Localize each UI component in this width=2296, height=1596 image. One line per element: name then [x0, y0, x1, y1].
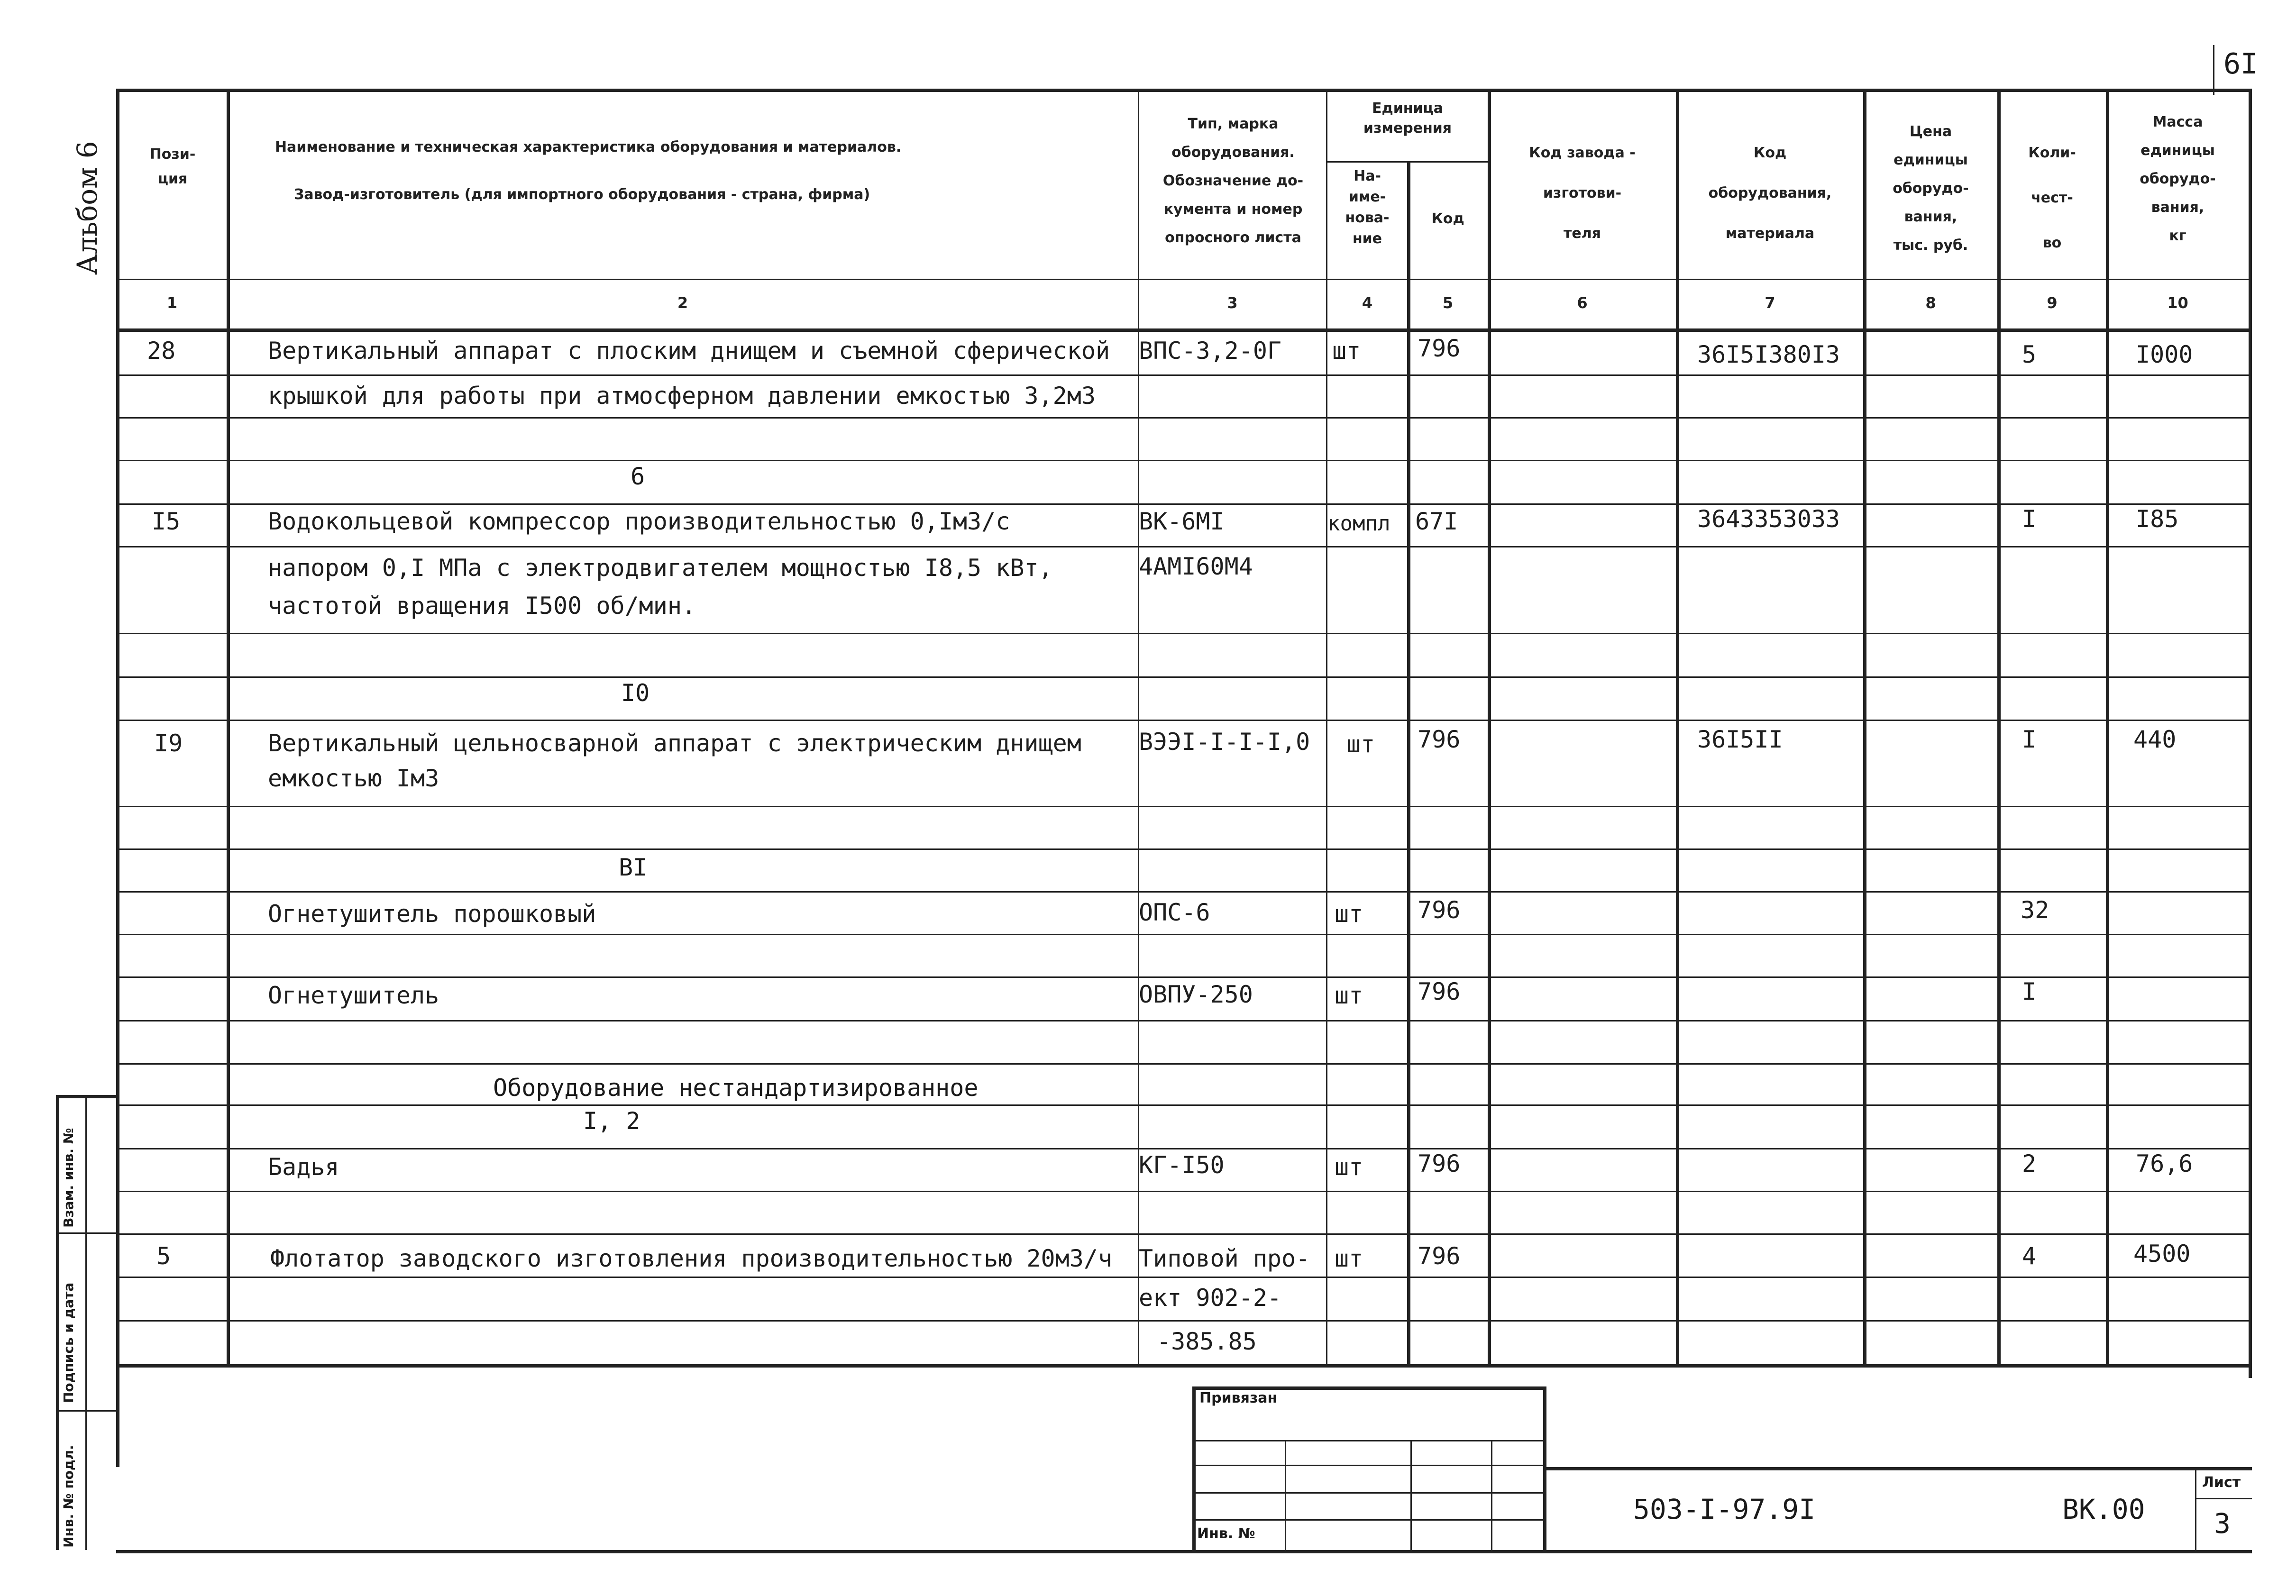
row-mass: 440	[2133, 726, 2177, 753]
tb-inventory-label: Инв. №	[1197, 1525, 1255, 1542]
header-factory-code: Код завода - изготови- теля	[1529, 145, 1636, 242]
side-stamp-replacement: Взам. инв. №	[61, 1128, 76, 1228]
unit-group-divider	[1326, 161, 1488, 163]
row-unit: шт	[1335, 1153, 1363, 1181]
tb-sheet-sep-h	[2195, 1498, 2252, 1499]
row-line	[116, 1320, 2252, 1322]
section-heading: 6	[631, 463, 645, 490]
tb-col	[1491, 1440, 1492, 1550]
col-sep-5	[1488, 89, 1491, 1364]
tb-col	[1285, 1440, 1286, 1550]
tb-row	[1192, 1492, 1546, 1494]
row-type: ОВПУ-250	[1139, 981, 1253, 1008]
colnum-9: 9	[2047, 294, 2058, 312]
row-line	[116, 374, 2252, 376]
colnum-4: 4	[1362, 294, 1373, 312]
row-quantity: 5	[2022, 341, 2037, 368]
table-bottom	[116, 1364, 2252, 1368]
row-line	[116, 1020, 2252, 1021]
col-sep-4	[1407, 161, 1410, 1364]
row-unit: шт	[1346, 730, 1375, 758]
row-name: частотой вращения I500 об/мин.	[268, 592, 696, 620]
header-equipment-code: Код оборудования, материала	[1708, 145, 1832, 242]
colnum-5: 5	[1442, 294, 1454, 312]
side-stamp-left	[56, 1095, 59, 1550]
side-stamp-top	[56, 1095, 118, 1098]
row-name: Вертикальный аппарат с плоским днищем и съемной сферической	[268, 337, 1110, 365]
row-position: 28	[147, 337, 176, 365]
side-stamp-inventory: Инв. № подл.	[61, 1445, 76, 1548]
row-quantity: I	[2022, 978, 2037, 1005]
colnum-6: 6	[1577, 294, 1588, 312]
row-mass: 76,6	[2136, 1150, 2193, 1177]
col-sep-7	[1863, 89, 1866, 1364]
row-quantity: 32	[2021, 896, 2049, 924]
header-unit-group: Единица измерения	[1363, 100, 1452, 137]
header-bottom	[116, 279, 2252, 280]
tb-doc-top	[1543, 1467, 2252, 1470]
side-stamp-sep	[56, 1410, 118, 1412]
row-quantity: 4	[2022, 1242, 2037, 1270]
row-type: КГ-I50	[1139, 1151, 1225, 1179]
row-name: емкостью Iм3	[268, 765, 439, 792]
section-heading: I0	[621, 679, 650, 707]
row-name: напором 0,I МПа с электродвигателем мощностью I8,5 кВт,	[268, 554, 1053, 582]
row-unit-code: 796	[1418, 1150, 1461, 1177]
tb-top	[1192, 1386, 1546, 1390]
row-line	[116, 676, 2252, 678]
row-position: I5	[152, 508, 181, 535]
row-line	[116, 1104, 2252, 1106]
tb-attached-label: Привязан	[1199, 1390, 1278, 1406]
row-unit-code: 796	[1418, 726, 1461, 753]
frame-right	[2249, 89, 2252, 1378]
row-name: Водокольцевой компрессор производительностью 0,Iм3/с	[268, 508, 1010, 535]
row-type: ВК-6МI	[1139, 508, 1225, 535]
tb-sheet-label: Лист	[2202, 1474, 2241, 1491]
row-equipment-code: 3643353033	[1697, 505, 1840, 533]
colnum-2: 2	[677, 294, 688, 312]
row-mass: I85	[2136, 505, 2179, 533]
row-name: Вертикальный цельносварной аппарат с электрическим днищем	[268, 730, 1081, 757]
header-type: Тип, марка оборудования. Обозначение до- кумента и номер опросного листа	[1162, 116, 1304, 246]
row-line	[116, 848, 2252, 850]
row-position: I9	[154, 730, 183, 757]
section-heading: I, 2	[583, 1107, 640, 1135]
row-quantity: I	[2022, 726, 2037, 753]
row-line	[116, 891, 2252, 893]
row-name: Флотатор заводского изготовления производительностью 20м3/ч	[270, 1245, 1113, 1272]
header-name-line1: Наименование и техническая характеристика оборудования и материалов.	[275, 139, 902, 155]
header-mass: Масса единицы оборудо- вания, кг	[2140, 114, 2216, 244]
tb-row	[1192, 1440, 1546, 1441]
col-sep-6	[1676, 89, 1679, 1364]
section-heading: Оборудование нестандартизированное	[493, 1074, 979, 1102]
colnum-8: 8	[1925, 294, 1936, 312]
col-sep-8	[1997, 89, 2001, 1364]
tb-document-code: 503-I-97.9I	[1633, 1493, 1816, 1525]
tb-left	[1192, 1386, 1196, 1550]
row-unit: шт	[1332, 337, 1361, 365]
row-line	[116, 934, 2252, 935]
header-name-line2: Завод-изготовитель (для импортного оборудования - страна, фирма)	[294, 186, 870, 203]
row-line	[116, 1148, 2252, 1149]
row-quantity: 2	[2022, 1150, 2037, 1177]
row-type: ВЭЭI-I-I-I,0	[1139, 728, 1310, 756]
tb-mark: ВК.00	[2062, 1493, 2145, 1525]
row-unit: компл	[1327, 511, 1390, 536]
row-name: крышкой для работы при атмосферном давлении емкостью 3,2м3	[268, 382, 1096, 410]
row-mass: 4500	[2133, 1240, 2191, 1268]
tb-sheet-number: 3	[2214, 1507, 2231, 1540]
row-unit: шт	[1335, 900, 1363, 928]
row-line	[116, 633, 2252, 634]
row-type: ект 902-2-	[1139, 1284, 1282, 1312]
row-unit-code: 796	[1418, 1242, 1461, 1270]
side-stamp-mid	[85, 1095, 87, 1550]
row-line	[116, 1191, 2252, 1192]
colnum-10: 10	[2167, 294, 2188, 312]
section-heading: BI	[619, 854, 648, 881]
row-name: Огнетушитель	[268, 982, 439, 1009]
row-line	[116, 720, 2252, 721]
side-stamp-sep	[56, 1232, 118, 1234]
row-line	[116, 1063, 2252, 1065]
header-unit-code: Код	[1431, 210, 1464, 227]
row-type: Типовой про-	[1139, 1245, 1310, 1272]
header-quantity: Коли- чест- во	[2028, 145, 2076, 251]
tb-sheet-sep	[2195, 1467, 2196, 1550]
frame-top	[116, 89, 2252, 92]
header-price: Цена единицы оборудо- вания, тыс. руб.	[1893, 123, 1969, 254]
row-line	[116, 503, 2252, 505]
frame-bottom	[116, 1550, 2252, 1553]
row-line	[116, 460, 2252, 461]
row-name: Бадья	[268, 1153, 339, 1181]
album-label: Альбом 6	[71, 141, 103, 275]
row-line	[116, 1233, 2252, 1235]
header-position: Пози- ция	[149, 146, 196, 187]
row-position: 5	[156, 1242, 171, 1270]
row-line	[116, 546, 2252, 547]
side-stamp-signature-date: Подпись и дата	[61, 1282, 76, 1403]
corner-divider	[2213, 45, 2214, 95]
row-type: ВПС-3,2-0Г	[1139, 337, 1282, 365]
numbers-bottom	[116, 328, 2252, 332]
col-sep-1	[227, 89, 230, 1364]
row-line	[116, 1277, 2252, 1278]
tb-row	[1192, 1519, 1546, 1521]
row-quantity: I	[2022, 505, 2037, 533]
row-unit: шт	[1335, 982, 1363, 1009]
row-line	[116, 976, 2252, 978]
row-unit-code: 796	[1418, 978, 1461, 1005]
row-name: Огнетушитель порошковый	[268, 900, 596, 928]
colnum-1: 1	[166, 294, 178, 312]
row-equipment-code: 36I5I380I3	[1697, 341, 1840, 368]
tb-col	[1410, 1440, 1412, 1550]
tb-row	[1192, 1465, 1546, 1466]
colnum-7: 7	[1765, 294, 1775, 312]
col-sep-9	[2106, 89, 2109, 1364]
colnum-3: 3	[1227, 294, 1238, 312]
row-unit: шт	[1335, 1245, 1363, 1272]
row-line	[116, 806, 2252, 807]
header-unit-name: На- име- нова- ние	[1345, 168, 1390, 247]
row-mass: I000	[2136, 341, 2193, 368]
row-equipment-code: 36I5II	[1697, 726, 1783, 753]
row-unit-code: 796	[1418, 896, 1461, 924]
col-sep-3	[1326, 89, 1327, 1364]
corner-sheet-number: 6I	[2223, 47, 2258, 81]
row-type: 4АМI60М4	[1139, 553, 1253, 580]
row-type: -385.85	[1157, 1328, 1257, 1355]
row-unit-code: 67I	[1415, 508, 1458, 535]
row-line	[116, 417, 2252, 419]
row-type: ОПС-6	[1139, 899, 1210, 926]
row-unit-code: 796	[1418, 335, 1461, 362]
